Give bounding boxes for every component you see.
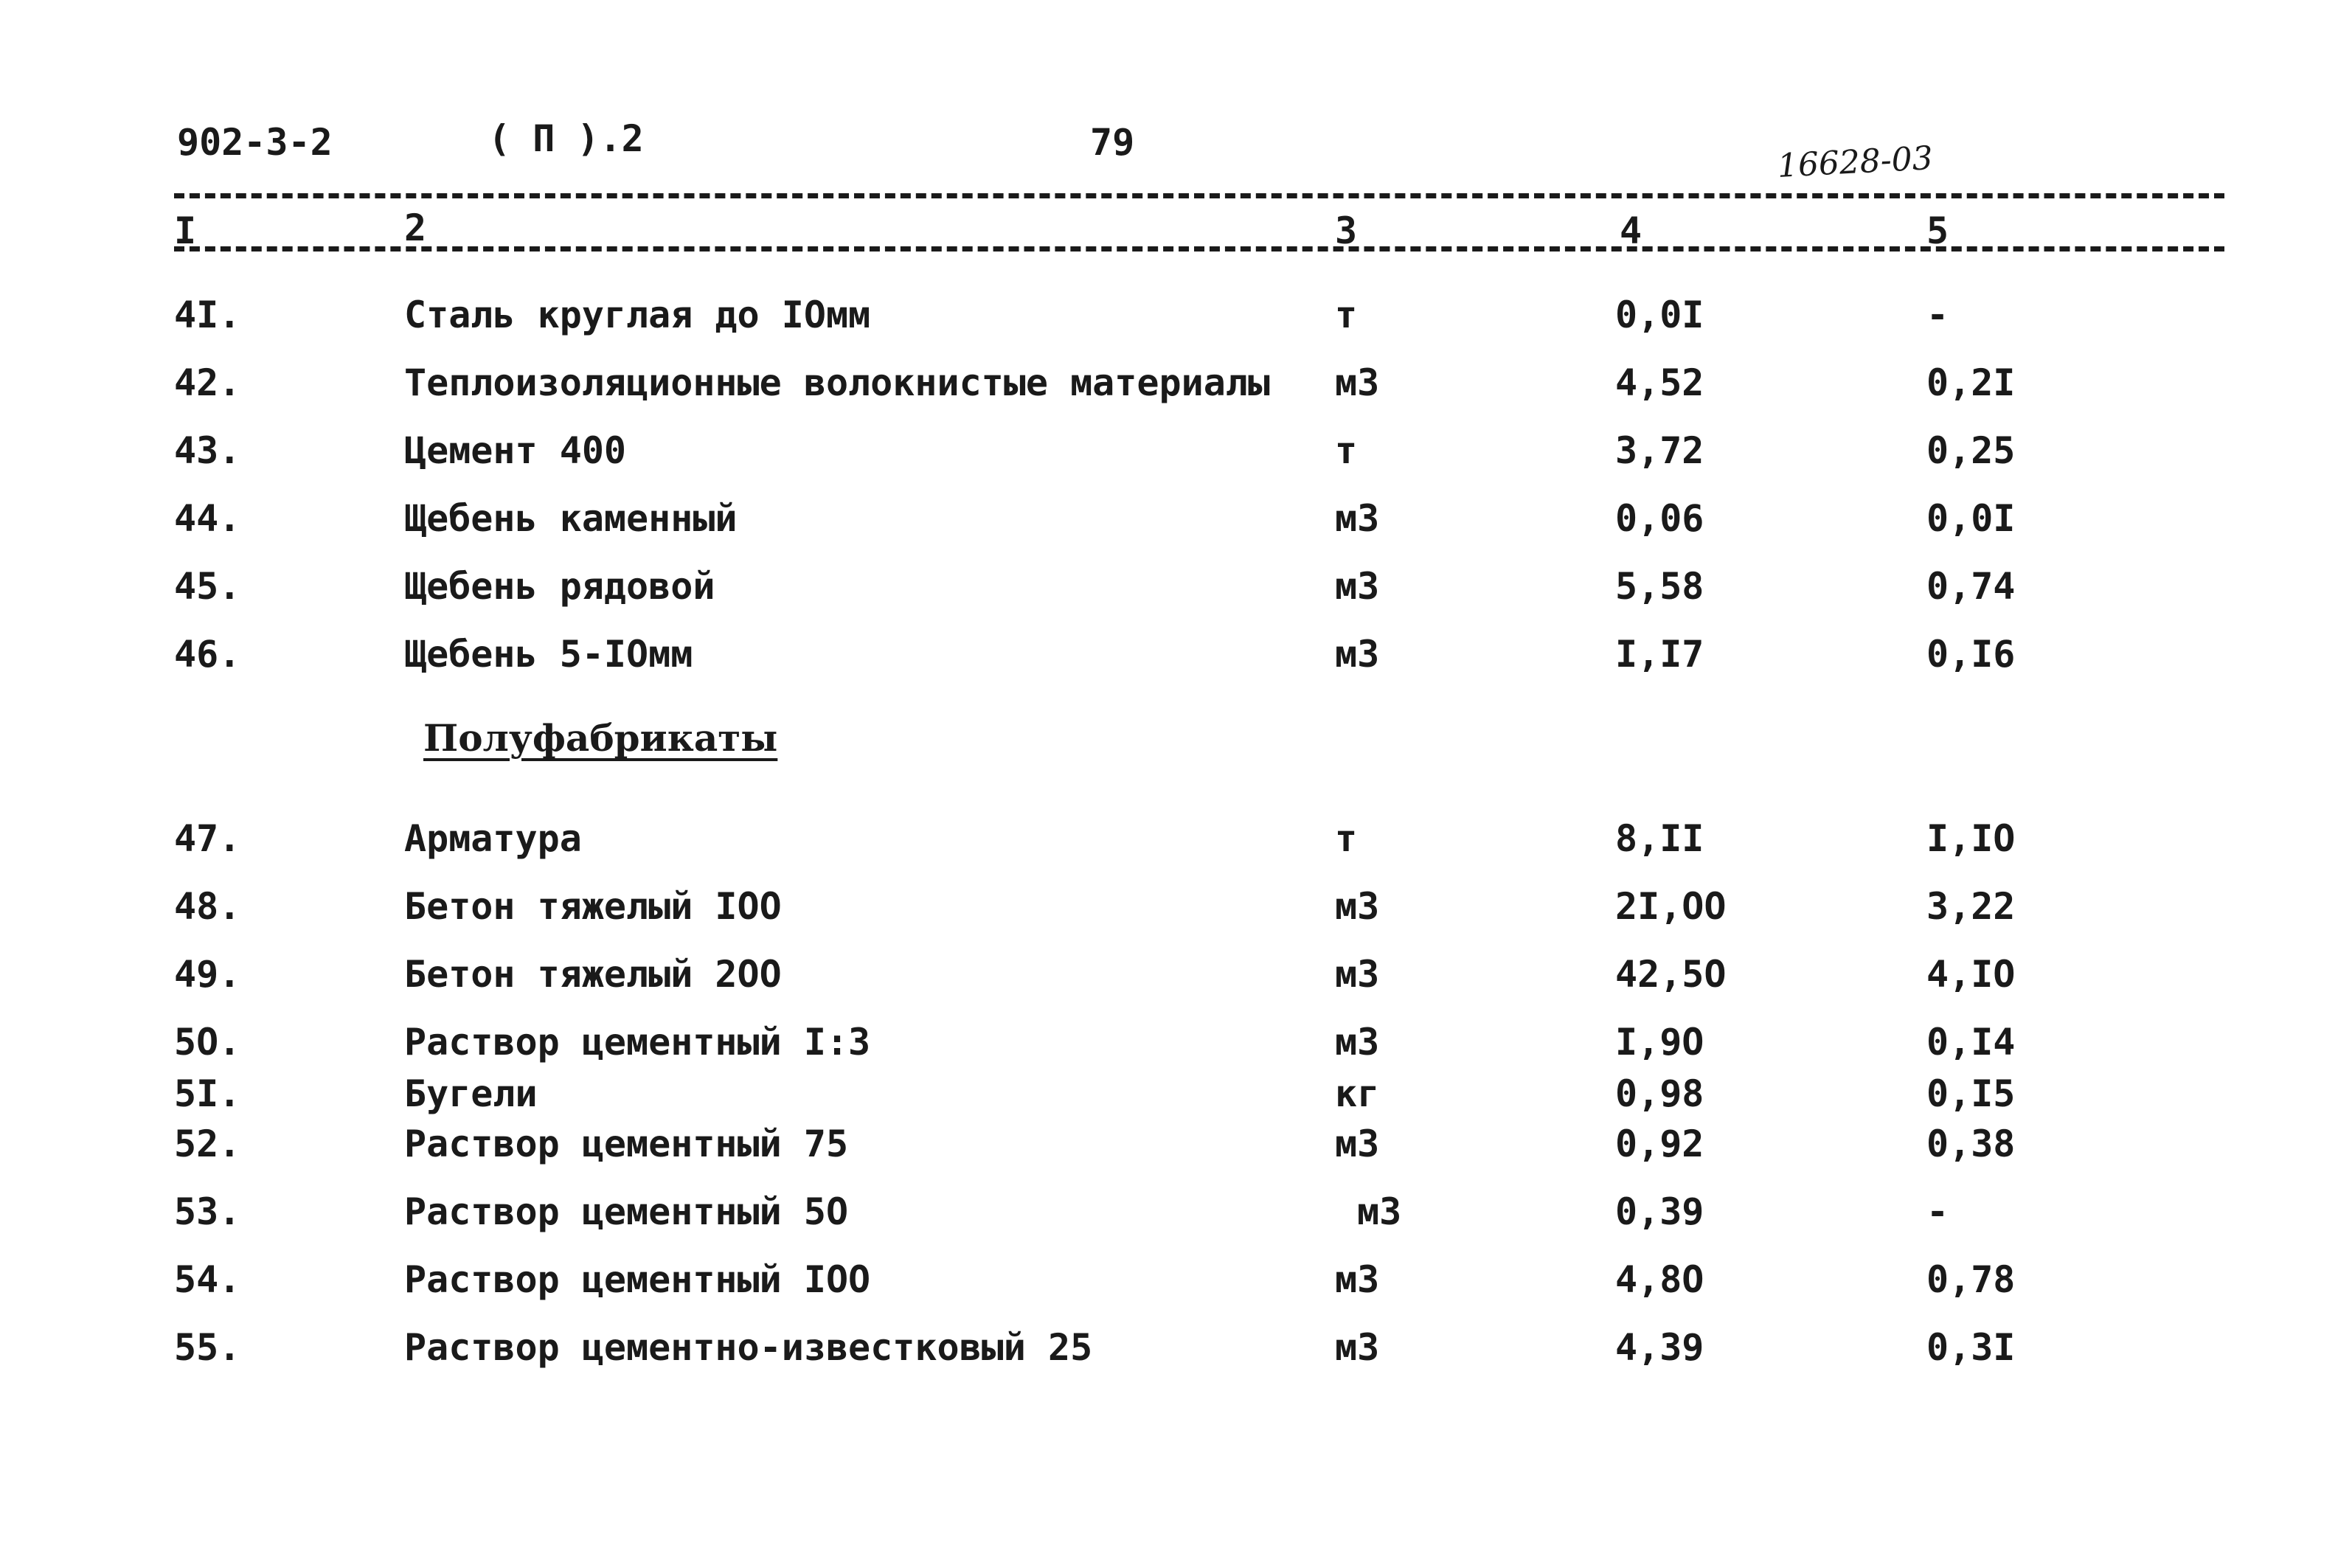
handwritten-number: 16628-03 (1776, 139, 1934, 185)
header-rule-bottom (174, 246, 2224, 251)
material-name: Щебень 5-IОмм (404, 633, 693, 676)
material-name: Теплоизоляционные волокнистые материалы (404, 361, 1270, 404)
table-row (0, 296, 2352, 341)
row-number: 5I. (174, 1072, 241, 1115)
unit: м3 (1335, 1123, 1380, 1165)
quantity-col4: 3,72 (1615, 429, 1704, 472)
quantity-col4: 4,39 (1615, 1326, 1704, 1369)
row-number: 5О. (174, 1021, 241, 1064)
quantity-col5: I,IО (1926, 817, 2016, 860)
unit: м3 (1335, 565, 1380, 608)
quantity-col4: 42,5О (1615, 953, 1727, 996)
material-name: Бетон тяжелый 2ОО (404, 953, 782, 996)
table-row (0, 885, 2352, 932)
table-row (0, 1072, 2352, 1120)
table-row (0, 1125, 2352, 1170)
column-number-5: 5 (1926, 209, 1949, 252)
unit: м3 (1335, 633, 1380, 676)
quantity-col5: 0,I5 (1926, 1072, 2016, 1115)
quantity-col5: 0,2I (1926, 361, 2016, 404)
quantity-col4: 5,58 (1615, 565, 1704, 608)
quantity-col4: 0,98 (1615, 1072, 1704, 1115)
row-number: 42. (174, 361, 241, 404)
quantity-col4: 0,06 (1615, 497, 1704, 540)
material-name: Раствор цементный 5О (404, 1190, 849, 1233)
header-rule-top (174, 193, 2224, 198)
quantity-col4: 4,52 (1615, 361, 1704, 404)
table-row (0, 429, 2352, 476)
table-row (0, 361, 2352, 409)
table-row (0, 565, 2352, 612)
quantity-col5: 0,74 (1926, 565, 2016, 608)
material-name: Арматура (404, 817, 582, 860)
unit: т (1335, 817, 1358, 860)
quantity-col4: 4,8О (1615, 1258, 1704, 1301)
material-name: Сталь круглая до IОмм (404, 294, 871, 336)
quantity-col5: 0,78 (1926, 1258, 2016, 1301)
row-number: 52. (174, 1123, 241, 1165)
unit: м3 (1335, 361, 1380, 404)
unit: м3 (1335, 953, 1380, 996)
row-number: 49. (174, 953, 241, 996)
quantity-col5: 0,38 (1926, 1123, 2016, 1165)
column-number-4: 4 (1620, 209, 1642, 252)
table-row (0, 817, 2352, 864)
table-row (0, 1190, 2352, 1238)
row-number: 4I. (174, 294, 241, 336)
quantity-col5: - (1926, 1190, 1949, 1233)
row-number: 54. (174, 1258, 241, 1301)
unit: м3 (1335, 885, 1380, 928)
row-number: 48. (174, 885, 241, 928)
quantity-col4: 0,0I (1615, 294, 1704, 336)
material-name: Цемент 400 (404, 429, 627, 472)
quantity-col4: 0,39 (1615, 1190, 1704, 1233)
section-title: Полуфабрикаты (423, 716, 778, 760)
quantity-col5: 4,IО (1926, 953, 2016, 996)
quantity-col5: 0,25 (1926, 429, 2016, 472)
quantity-col4: I,9О (1615, 1021, 1704, 1064)
material-name: Раствор цементный I:3 (404, 1021, 871, 1064)
column-number-1: I (174, 209, 197, 252)
column-number-2: 2 (404, 207, 427, 249)
unit: м3 (1335, 497, 1380, 540)
quantity-col5: - (1926, 294, 1949, 336)
unit: м3 (1335, 1021, 1380, 1064)
document-code: 902-3-2 (177, 121, 333, 164)
unit: кг (1335, 1072, 1380, 1115)
row-number: 53. (174, 1190, 241, 1233)
row-number: 46. (174, 633, 241, 676)
table-row (0, 633, 2352, 680)
unit: м3 (1335, 1258, 1380, 1301)
column-number-3: 3 (1335, 209, 1358, 252)
table-row (0, 497, 2352, 544)
material-name: Щебень каменный (404, 497, 738, 540)
unit: т (1335, 429, 1358, 472)
table-row (0, 1258, 2352, 1305)
material-name: Раствор цементный 75 (404, 1123, 849, 1165)
quantity-col5: 0,0I (1926, 497, 2016, 540)
quantity-col5: 0,I4 (1926, 1021, 2016, 1064)
table-row (0, 1326, 2352, 1373)
quantity-col5: 3,22 (1926, 885, 2016, 928)
page-number: 79 (1090, 121, 1135, 164)
row-number: 45. (174, 565, 241, 608)
quantity-col4: 2I,ОО (1615, 885, 1727, 928)
unit: м3 (1357, 1190, 1402, 1233)
row-number: 47. (174, 817, 241, 860)
material-name: Раствор цементно-известковый 25 (404, 1326, 1093, 1369)
quantity-col4: 8,II (1615, 817, 1704, 860)
unit: м3 (1335, 1326, 1380, 1369)
unit: т (1335, 294, 1358, 336)
quantity-col5: 0,I6 (1926, 633, 2016, 676)
row-number: 44. (174, 497, 241, 540)
document-part: ( П ).2 (488, 117, 644, 160)
quantity-col5: 0,3I (1926, 1326, 2016, 1369)
quantity-col4: I,I7 (1615, 633, 1704, 676)
table-row (0, 1021, 2352, 1068)
material-name: Бетон тяжелый IОО (404, 885, 782, 928)
row-number: 55. (174, 1326, 241, 1369)
material-name: Бугели (404, 1072, 538, 1115)
table-row (0, 953, 2352, 1000)
row-number: 43. (174, 429, 241, 472)
material-name: Щебень рядовой (404, 565, 715, 608)
material-name: Раствор цементный IОО (404, 1258, 871, 1301)
quantity-col4: 0,92 (1615, 1123, 1704, 1165)
